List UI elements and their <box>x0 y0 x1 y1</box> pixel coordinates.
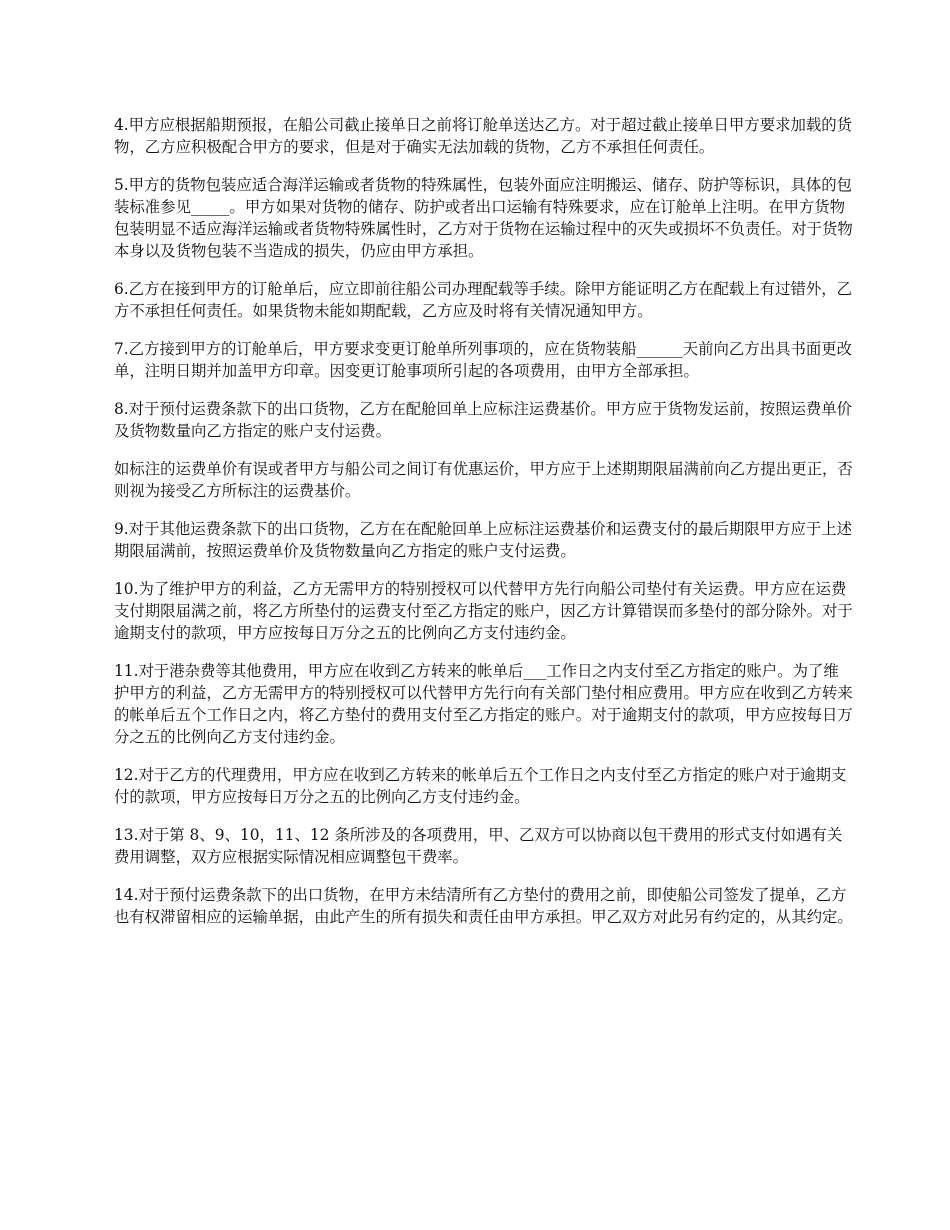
clause-9: 9.对于其他运费条款下的出口货物，乙方在在配舱回单上应标注运费基价和运费支付的最后期限甲方应于上述期限届满前，按照运费单价及货物数量向乙方指定的账户支付运费。 <box>114 520 853 560</box>
document-body <box>114 114 854 944</box>
clause-5: 5.甲方的货物包装应适合海洋运输或者货物的特殊属性，包装外面应注明搬运、储存、防护等标识，具体的包装标准参见_____。甲方如果对货物的储存、防护或者出口运输有特殊要求，应在订舱单上注明。在甲方货物包装明显不适应海洋运输或者货物特殊属性时，乙方对于货物在运输过程中的灭失或损坏不负责任。对于货物本身以及货物包装不当造成的损失，仍应由甲方承担。 <box>114 176 853 260</box>
clause-4: 4.甲方应根据船期预报，在船公司截止接单日之前将订舱单送达乙方。对于超过截止接单日甲方要求加载的货物，乙方应积极配合甲方的要求，但是对于确实无法加载的货物，乙方不承担任何责任。 <box>114 116 853 156</box>
clause-8: 8.对于预付运费条款下的出口货物，乙方在配舱回单上应标注运费基价。甲方应于货物发运前，按照运费单价及货物数量向乙方指定的账户支付运费。 <box>114 400 853 440</box>
clause-12: 12.对于乙方的代理费用，甲方应在收到乙方转来的帐单后五个工作日之内支付至乙方指定的账户对于逾期支付的款项，甲方应按每日万分之五的比例向乙方支付违约金。 <box>114 766 847 806</box>
clause-13: 13.对于第 8、9、10，11、12 条所涉及的各项费用，甲、乙双方可以协商以包干费用的形式支付如遇有关费用调整，双方应根据实际情况相应调整包干费率。 <box>114 826 843 866</box>
clause-7: 7.乙方接到甲方的订舱单后，甲方要求变更订舱单所列事项的，应在货物装船______天前向乙方出具书面更改单，注明日期并加盖甲方印章。因变更订舱事项所引起的各项费用，由甲方全部承担。 <box>114 340 853 380</box>
clause-6: 6.乙方在接到甲方的订舱单后，应立即前往船公司办理配载等手续。除甲方能证明乙方在配载上有过错外，乙方不承担任何责任。如果货物未能如期配载，乙方应及时将有关情况通知甲方。 <box>114 280 853 320</box>
clause-10: 10.为了维护甲方的利益，乙方无需甲方的特别授权可以代替甲方先行向船公司垫付有关运费。甲方应在运费支付期限届满之前，将乙方所垫付的运费支付至乙方指定的账户，因乙方计算错误而多垫付的部分除外。对于逾期支付的款项，甲方应按每日万分之五的比例向乙方支付违约金。 <box>114 580 853 642</box>
clause-11: 11.对于港杂费等其他费用，甲方应在收到乙方转来的帐单后___工作日之内支付至乙方指定的账户。为了维护甲方的利益，乙方无需甲方的特别授权可以代替甲方先行向有关部门垫付相应费用。甲方应在收到乙方转来的帐单后五个工作日之内，将乙方垫付的费用支付至乙方指定的账户。对于逾期支付的款项，甲方应按每日万分之五的比例向乙方支付违约金。 <box>114 662 853 746</box>
clause-14: 14.对于预付运费条款下的出口货物，在甲方未结清所有乙方垫付的费用之前，即使船公司签发了提单，乙方也有权滞留相应的运输单据，由此产生的所有损失和责任由甲方承担。甲乙双方对此另有约定的，从其约定。 <box>114 886 853 926</box>
clause-8-continued: 如标注的运费单价有误或者甲方与船公司之间订有优惠运价，甲方应于上述期期限届满前向乙方提出更正，否则视为接受乙方所标注的运费基价。 <box>114 460 853 500</box>
